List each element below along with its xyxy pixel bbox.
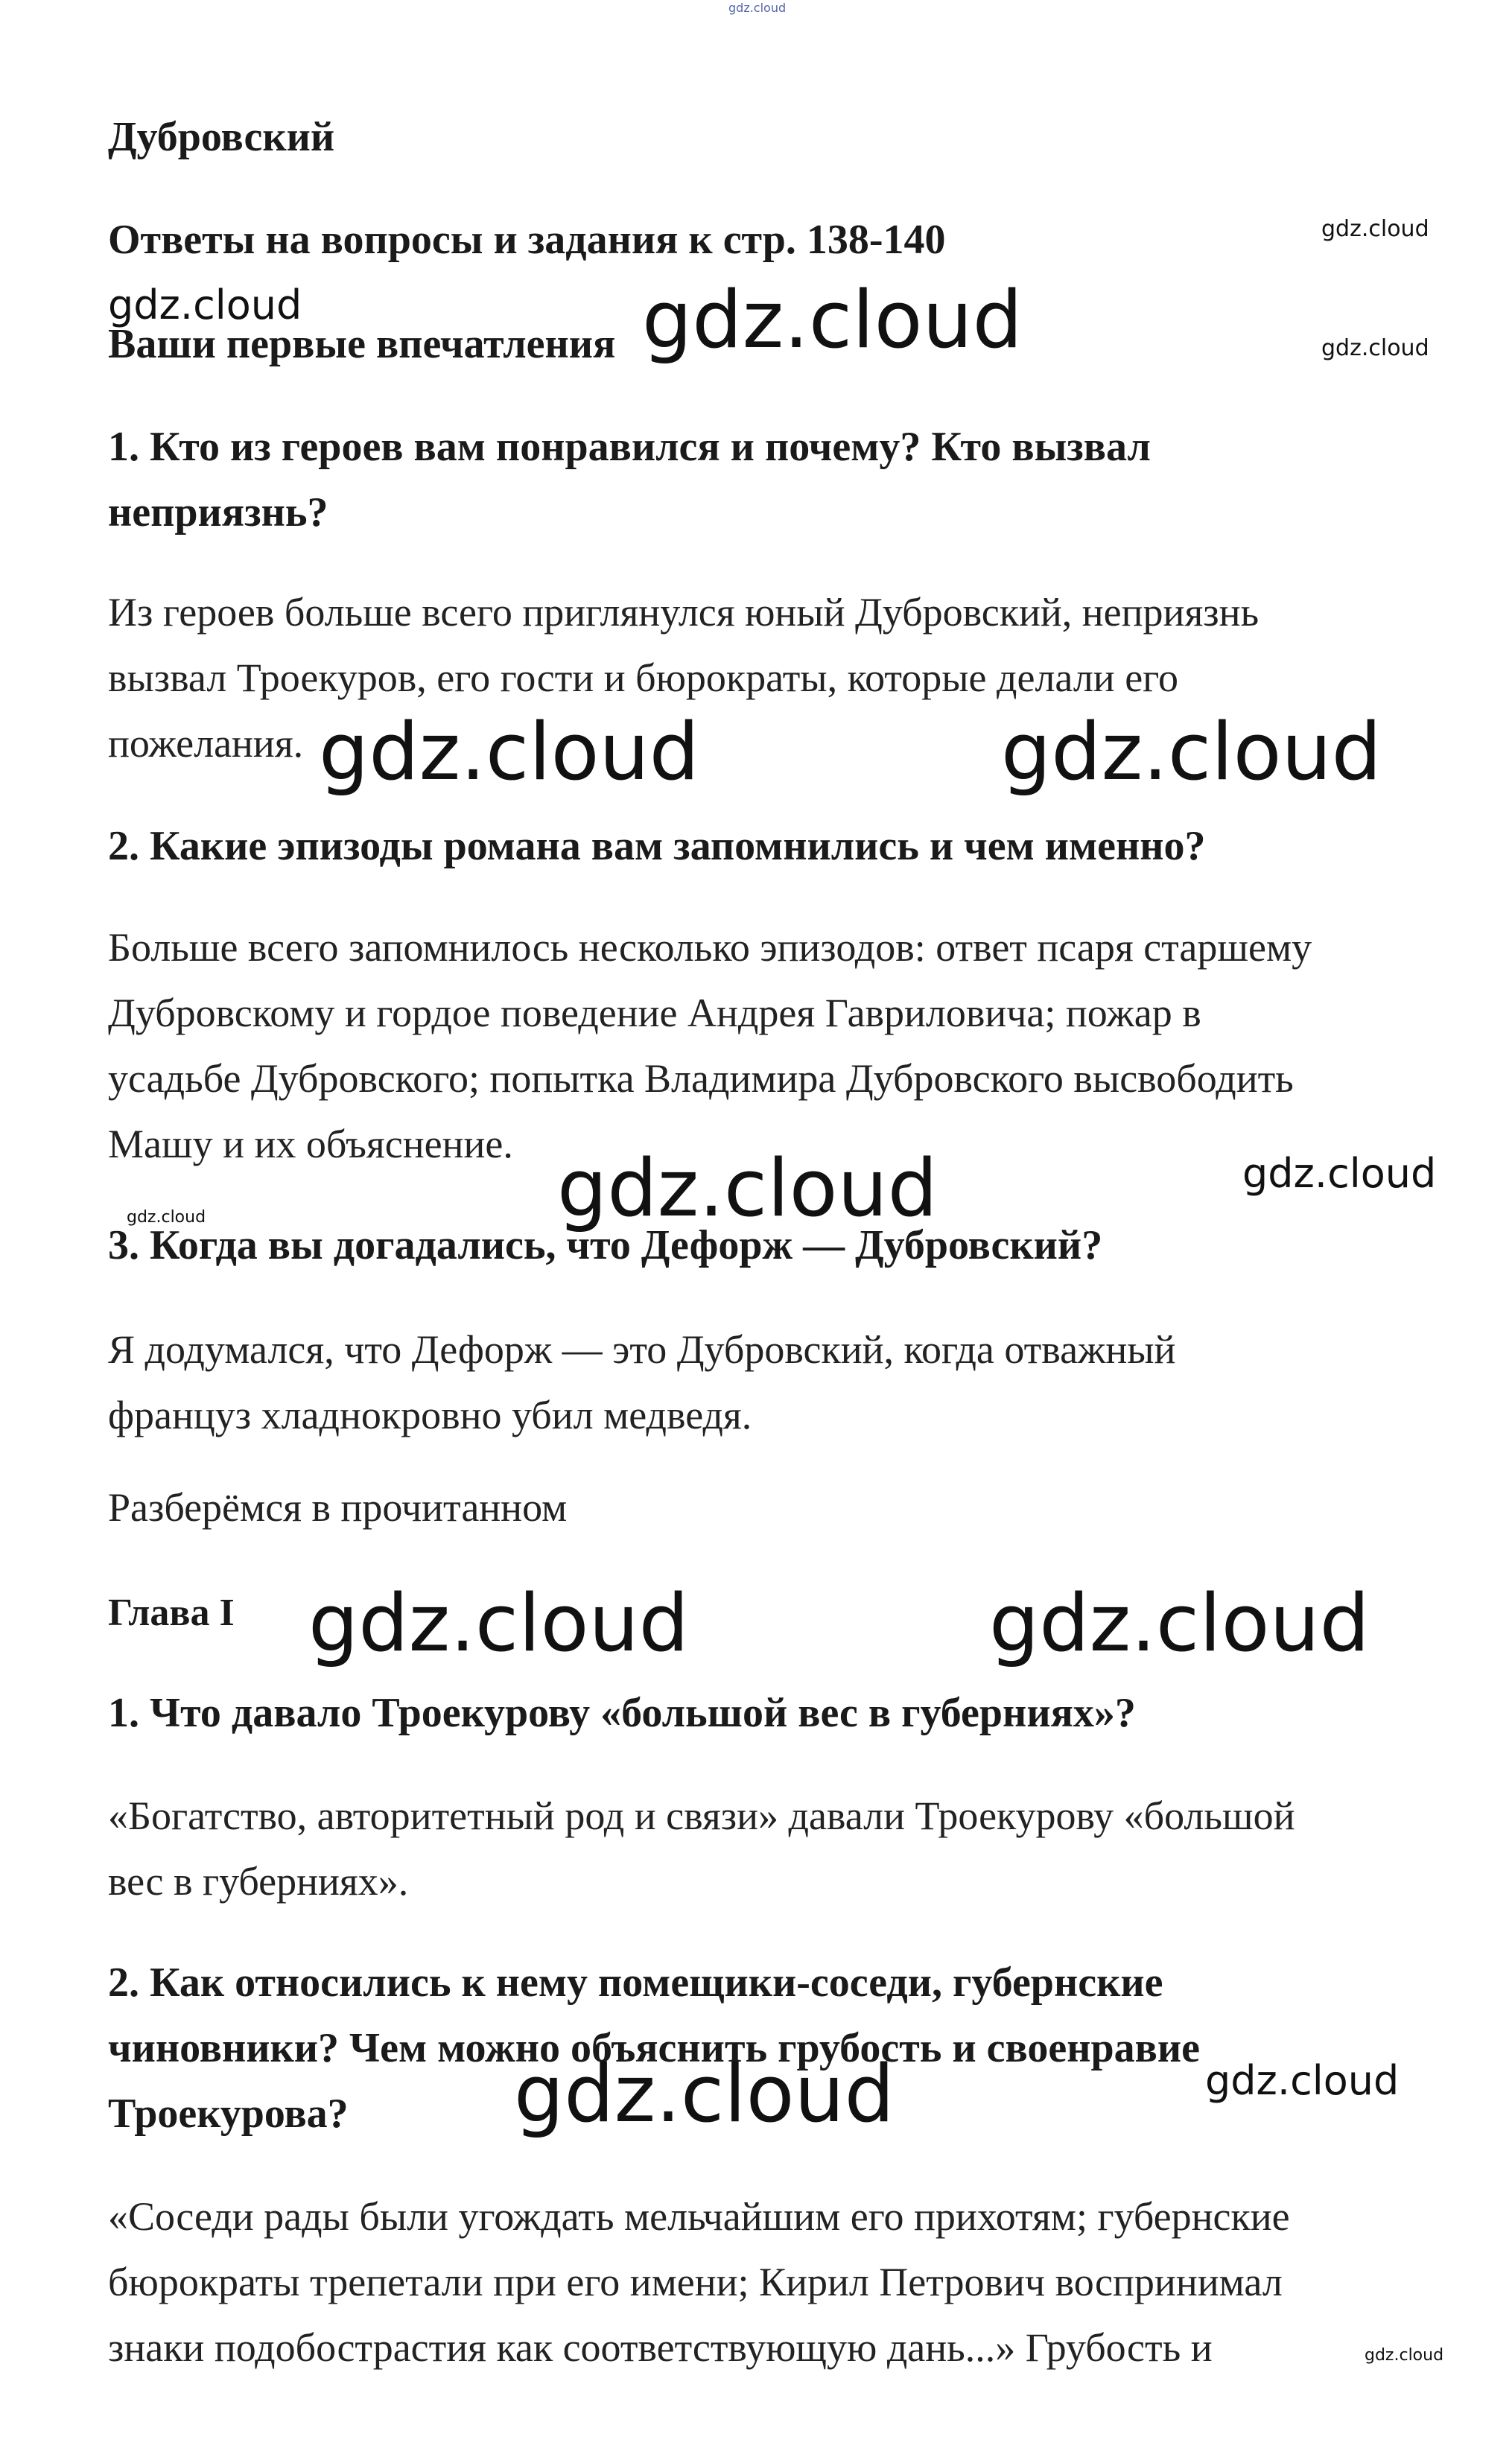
answer-line: Я додумался, что Дефорж — это Дубровский, когда отважный [108, 1327, 1176, 1372]
question-line: 3. Когда вы догадались, что Дефорж — Дубровский? [108, 1222, 1103, 1268]
watermark: gdz.cloud [989, 1577, 1370, 1669]
watermark: gdz.cloud [728, 1, 787, 15]
watermark: gdz.cloud [1365, 2346, 1444, 2365]
question-line: чиновники? Чем можно объяснить грубость и своенравие [108, 2025, 1201, 2071]
answer-line: вес в губерниях». [108, 1859, 409, 1904]
watermark: gdz.cloud [514, 2048, 895, 2140]
watermark: gdz.cloud [308, 1577, 689, 1669]
answer-line: француз хладнокровно убил медведя. [108, 1393, 752, 1437]
watermark: gdz.cloud [127, 1208, 206, 1227]
section-heading-analysis: Разберёмся в прочитанном [108, 1485, 568, 1530]
section-heading-impressions: Ваши первые впечатления [108, 321, 616, 367]
answer-line: усадьбе Дубровского; попытка Владимира Дубровского высвободить [108, 1056, 1294, 1101]
question-line: 2. Как относились к нему помещики-соседи, губернские [108, 1960, 1163, 2006]
watermark: gdz.cloud [319, 706, 699, 798]
watermark: gdz.cloud [1205, 2057, 1400, 2104]
answer-line: Машу и их объяснение. [108, 1122, 513, 1166]
chapter-heading: Глава I [108, 1592, 235, 1634]
watermark: gdz.cloud [557, 1142, 938, 1234]
answer-line: Дубровскому и гордое поведение Андрея Гавриловича; пожар в [108, 991, 1201, 1035]
answer-line: Из героев больше всего приглянулся юный Дубровский, неприязнь [108, 590, 1260, 635]
watermark: gdz.cloud [1001, 706, 1382, 798]
question-line: Троекурова? [108, 2091, 349, 2137]
answer-line: бюрократы трепетали при его имени; Кирил Петрович воспринимал [108, 2260, 1283, 2304]
watermark: gdz.cloud [1242, 1150, 1437, 1197]
answer-line: вызвал Троекуров, его гости и бюрократы, которые делали его [108, 655, 1178, 700]
document-subtitle: Ответы на вопросы и задания к стр. 138-140 [108, 217, 946, 263]
answer-line: «Богатство, авторитетный род и связи» давали Троекурову «большой [108, 1793, 1295, 1838]
question-line: 2. Какие эпизоды романа вам запомнились и чем именно? [108, 823, 1206, 869]
document-title: Дубровский [108, 114, 335, 160]
answer-line: «Соседи рады были угождать мельчайшим его прихотям; губернские [108, 2194, 1290, 2239]
question-line: 1. Кто из героев вам понравился и почему? Кто вызвал [108, 424, 1151, 470]
answer-line: знаки подобострастия как соответствующую дань...» Грубость и [108, 2325, 1213, 2370]
question-line: 1. Что давало Троекурову «большой вес в губерниях»? [108, 1690, 1136, 1736]
question-line: неприязнь? [108, 489, 328, 535]
answer-line: пожелания. [108, 721, 304, 766]
watermark: gdz.cloud [1321, 335, 1429, 361]
watermark: gdz.cloud [1321, 216, 1429, 242]
watermark: gdz.cloud [108, 282, 302, 328]
watermark: gdz.cloud [642, 274, 1023, 366]
answer-line: Больше всего запомнилось несколько эпизодов: ответ псаря старшему [108, 925, 1312, 970]
